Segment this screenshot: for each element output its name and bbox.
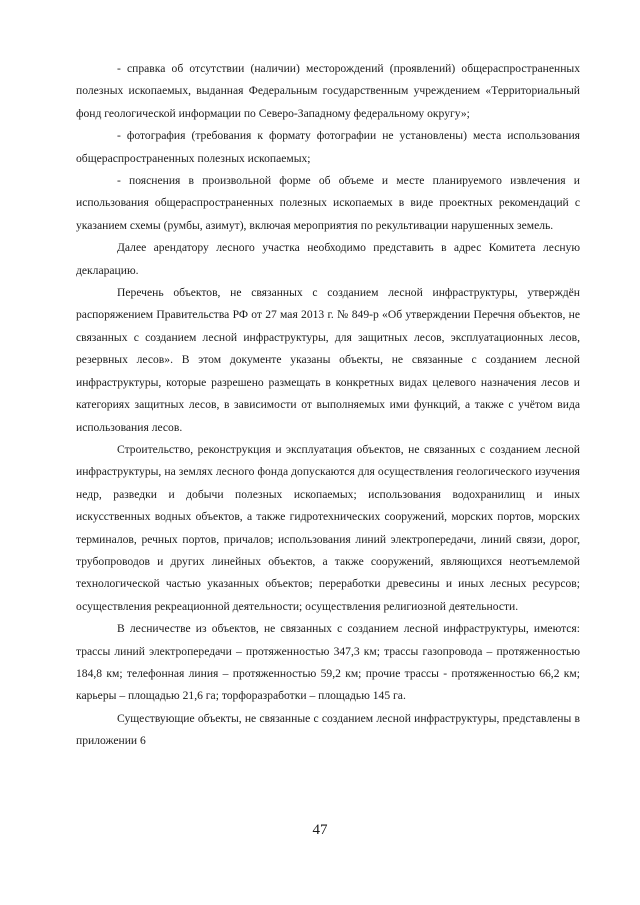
paragraph-objects-list-decree: Перечень объектов, не связанных с созданием лесной инфраструктуры, утверждён распоряжением Правительства РФ от 27 мая 2013 г. № 849-р «Об утверждении Перечня объектов, не связанных с созданием лесной инфраструктуры, для защитных лесов, эксплуатационных лесов, резервных лесов». В этом документе указаны объекты, не связанные с созданием лесной инфраструктуры, которые разрешено размещать в конкретных видах целевого назначения лесов и категориях защитных лесов, в зависимости от выполняемых ими функций, а также с учётом вида использования лесов. <box>76 286 580 434</box>
paragraph-forest-declaration: Далее арендатору лесного участка необходимо представить в адрес Комитета лесную декларацию. <box>76 241 580 277</box>
paragraph-construction-purposes: Строительство, реконструкция и эксплуатация объектов, не связанных с созданием лесной инфраструктуры, на землях лесного фонда допускаются для осуществления геологического изучения недр, разведки и добычи полезных ископаемых; использования водохранилищ и иных искусственных водных объектов, а также гидротехнических сооружений, морских портов, морских терминалов, речных портов, причалов; использования линий электропередачи, линий связи, дорог, трубопроводов и других линейных объектов, а также сооружений, являющихся неотъемлемой технологической частью указанных объектов; переработки древесины и иных лесных ресурсов; осуществления рекреационной деятельности; осуществления религиозной деятельности. <box>76 442 580 613</box>
page-number: 47 <box>312 822 328 838</box>
paragraph-extraction-explanations: - пояснения в произвольной форме об объеме и месте планируемого извлечения и использования общераспространенных полезных ископаемых в виде проектных рекомендаций с указанием схемы (румбы, азимут), включая мероприятия по рекультивации нарушенных земель. <box>76 174 580 232</box>
paragraph-forestry-objects: В лесничестве из объектов, не связанных с созданием лесной инфраструктуры, имеются: трассы линий электропередачи – протяженностью 347,3 км; трассы газопровода – протяженностью 184,8 км; телефонная линия – протяженностью 59,2 км; прочие трассы - протяженностью 66,2 км; карьеры – площадью 21,6 га; торфоразработки – площадью 145 га. <box>76 622 580 703</box>
paragraph-photo-requirement: - фотография (требования к формату фотографии не установлены) места использования общераспространенных полезных ископаемых; <box>76 129 580 165</box>
paragraph-extraction-certificate: - справка об отсутствии (наличии) месторождений (проявлений) общераспространенных полезных ископаемых, выданная Федеральным государственным учреждением «Территориальный фонд геологической информации по Северо-Западному федеральному округу»; <box>76 62 580 120</box>
paragraph-appendix-reference: Существующие объекты, не связанные с созданием лесной инфраструктуры, представлены в приложении 6 <box>76 711 580 748</box>
body-text <box>76 58 580 753</box>
